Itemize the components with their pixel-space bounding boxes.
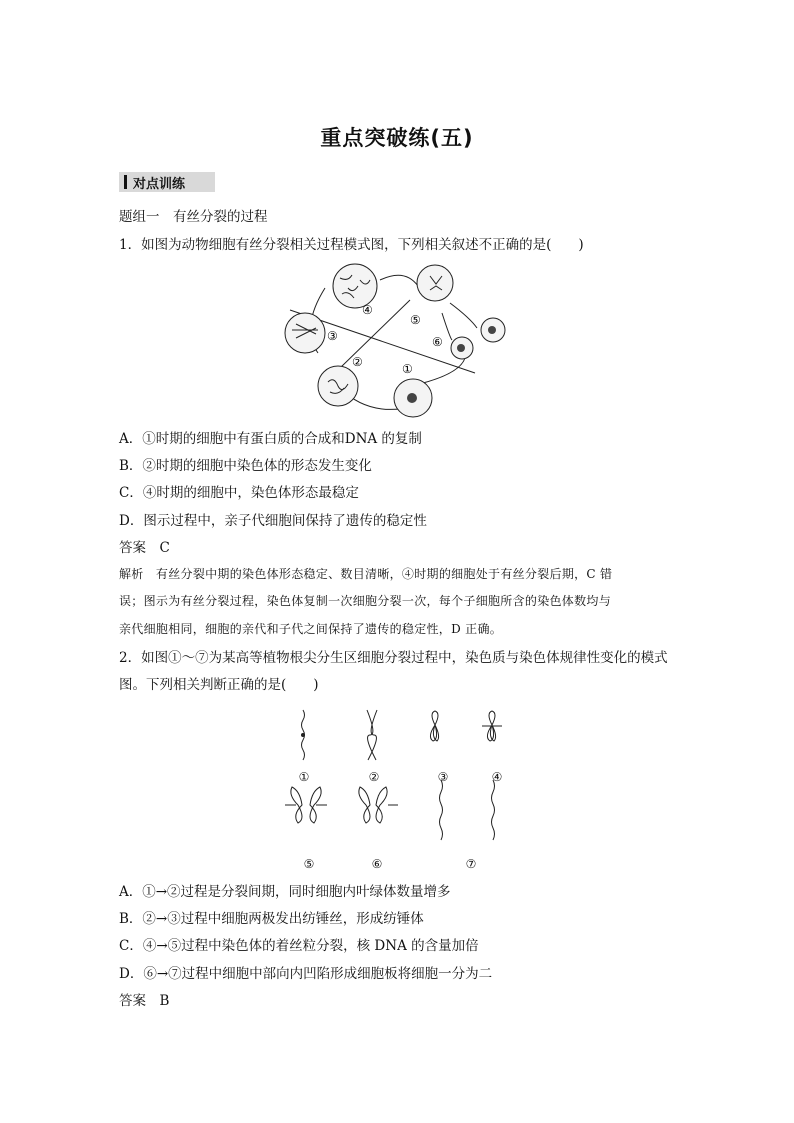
q2-option-d: D．⑥→⑦过程中细胞中部向内凹陷形成细胞板将细胞一分为二 [119,966,493,982]
q2-chromosome-diagram [270,700,530,875]
cycle-arrow [442,313,452,340]
answer-label: 答案 [119,540,146,556]
q1-explanation-line: 误；图示为有丝分裂过程，染色体复制一次细胞分裂一次，每个子细胞所含的染色体数均与 [119,594,612,608]
q2-option-a: A．①→②过程是分裂间期，同时细胞内叶绿体数量增多 [119,884,451,900]
cycle-arrow [423,358,465,383]
phase-divider-line [340,300,410,368]
chromosome [430,711,438,741]
q1-option-a: A．①时期的细胞中有蛋白质的合成和DNA 的复制 [119,431,422,447]
q1-explanation-line: 解析 有丝分裂中期的染色体形态稳定、数目清晰，④时期的细胞处于有丝分裂后期，C 错 [119,567,613,581]
section-tag-bar [124,175,127,189]
chromosome [376,787,387,823]
page-title: 重点突破练(五) [320,126,474,150]
figure-label: ③ [437,770,449,784]
cycle-arrow [450,303,477,328]
figure-label: ⑥ [371,857,383,871]
question-group-title: 题组一 有丝分裂的过程 [119,209,268,225]
answer-value: C [159,540,170,556]
figure-label: ④ [362,303,373,317]
figure-label: ⑤ [410,313,421,327]
q2-option-c: C．④→⑤过程中染色体的着丝粒分裂，核 DNA 的含量加倍 [119,938,479,954]
chromosome [359,787,370,823]
cell-nucleus [407,393,417,403]
figure-label: ⑥ [432,335,443,349]
q1-explanation-line: 亲代细胞相同，细胞的亲代和子代之间保持了遗传的稳定性，D 正确。 [119,622,503,636]
cell-nucleus [457,344,465,352]
cell-anaphase [333,264,377,308]
chromatin-strand [492,780,495,840]
answer-label: 答案 [119,993,146,1009]
q1-stem: 1．如图为动物细胞有丝分裂相关过程模式图，下列相关叙述不正确的是( ) [119,237,584,253]
figure-label: ③ [327,329,338,343]
q1-answer [119,539,170,557]
figure-label: ⑦ [465,857,477,871]
q1-mitosis-cycle-diagram [270,258,530,423]
figure-label: ④ [491,770,503,784]
figure-label: ① [298,770,310,784]
q1-option-c: C．④时期的细胞中，染色体形态最稳定 [119,485,359,501]
section-tag [119,172,215,192]
centromere [301,733,305,737]
cell-nucleus [488,326,496,334]
figure-label: ⑤ [303,857,315,871]
section-tag-label: 对点训练 [133,177,186,192]
q2-option-b: B．②→③过程中细胞两极发出纺锤丝，形成纺锤体 [119,911,424,927]
q1-option-b: B．②时期的细胞中染色体的形态发生变化 [119,458,372,474]
cycle-arrow [380,275,418,286]
chromatin-strand [440,780,443,840]
answer-value: B [159,993,170,1009]
figure-label: ② [352,355,363,369]
q2-stem-line: 图。下列相关判断正确的是( ) [119,677,319,693]
explanation-label: 解析 [119,567,144,581]
q2-stem-line: 2．如图①～⑦为某高等植物根尖分生区细胞分裂过程中，染色质与染色体规律性变化的模式 [119,650,668,666]
figure-label: ① [402,362,413,376]
figure-label: ② [368,770,380,784]
q2-answer [119,992,169,1010]
q1-option-d: D．图示过程中，亲子代细胞间保持了遗传的稳定性 [119,513,427,529]
